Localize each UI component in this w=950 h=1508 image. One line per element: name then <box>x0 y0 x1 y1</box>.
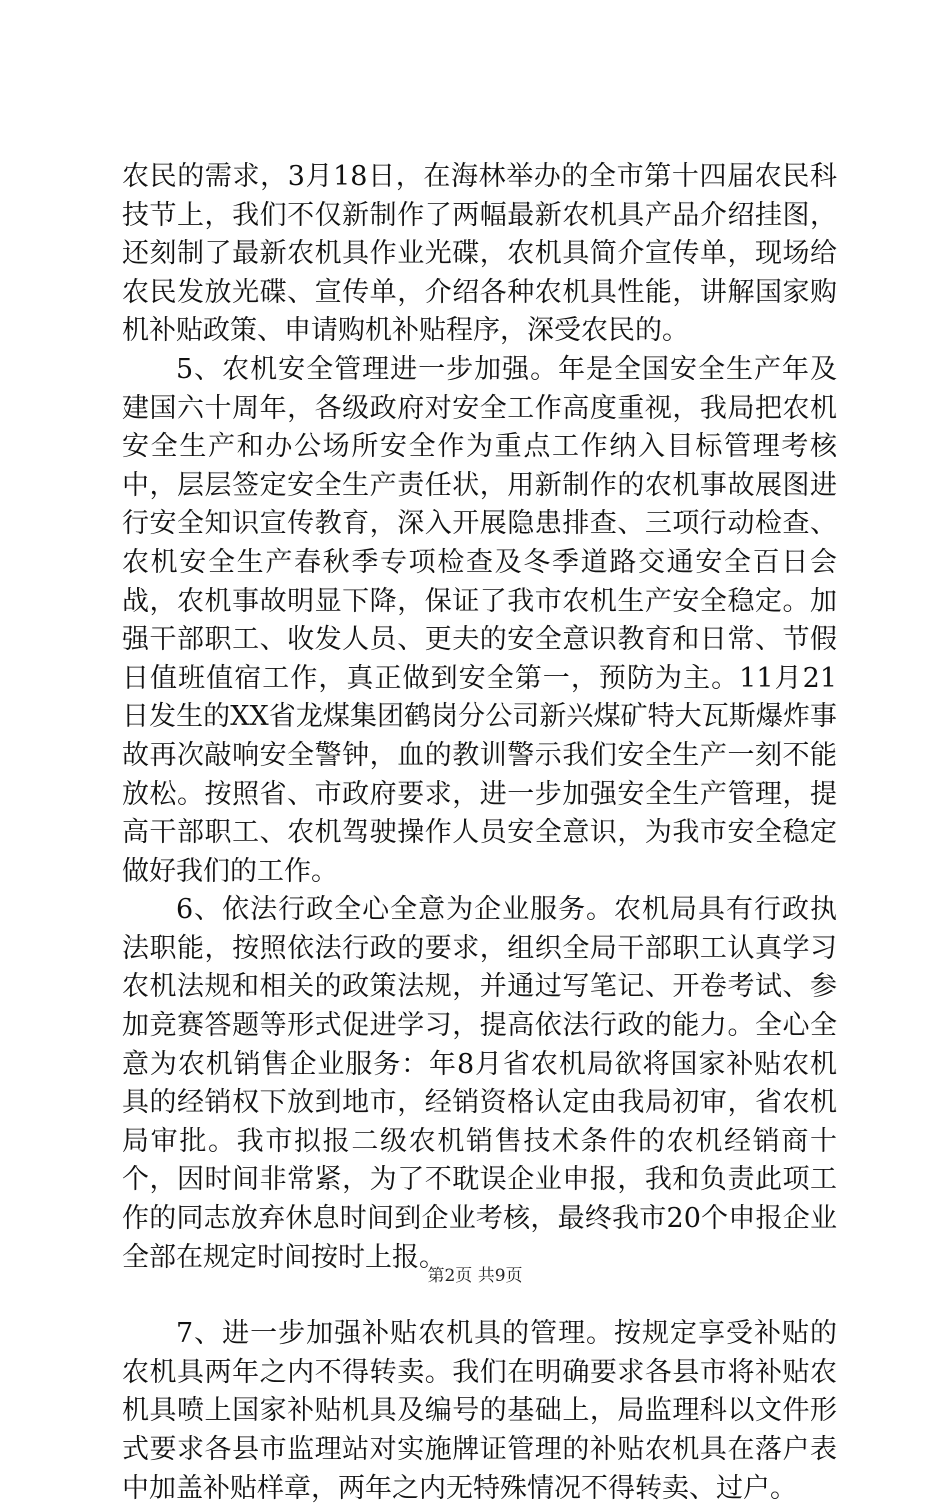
paragraph-2: 5、农机安全管理进一步加强。年是全国安全生产年及建国六十周年，各级政府对安全工作高度重视，我局把农机安全生产和办公场所安全作为重点工作纳入目标管理考核中，层层签定安全生产责任状，用新制作的农机事故展图进行安全知识宣传教育，深入开展隐患排查、三项行动检查、农机安全生产春秋季专项检查及冬季道路交通安全百日会战，农机事故明显下降，保证了我市农机生产安全稳定。加强干部职工、收发人员、更夫的安全意识教育和日常、节假日值班值宿工作，真正做到安全第一，预防为主。11月21日发生的XX省龙煤集团鹤岗分公司新兴煤矿特大瓦斯爆炸事故再次敲响安全警钟，血的教训警示我们安全生产一刻不能放松。按照省、市政府要求，进一步加强安全生产管理，提高干部职工、农机驾驶操作人员安全意识，为我市安全稳定做好我们的工作。 <box>122 353 837 887</box>
paragraph-4: 7、进一步加强补贴农机具的管理。按规定享受补贴的农机具两年之内不得转卖。我们在明确要求各县市将补贴农机具喷上国家补贴机具及编号的基础上，局监理科以文件形式要求各县市监理站对实施牌证管理的补贴农机具在落户表中加盖补贴样章，两年之内无特殊情况不得转卖、过户。 <box>122 1318 837 1504</box>
page-number-footer: 第2页 共9页 <box>427 1266 523 1286</box>
paragraph-3: 6、依法行政全心全意为企业服务。农机局具有行政执法职能，按照依法行政的要求，组织全局干部职工认真学习农机法规和相关的政策法规，并通过写笔记、开卷考试、参加竞赛答题等形式促进学习，提高依法行政的能力。全心全意为农机销售企业服务：年8月省农机局欲将国家补贴农机具的经销权下放到地市，经销资格认定由我局初审，省农机局审批。我市拟报二级农机销售技术条件的农机经销商十个，因时间非常紧，为了不耽误企业申报，我和负责此项工作的同志放弃休息时间到企业考核，最终我市20个申报企业全部在规定时间按时上报。 <box>122 894 837 1273</box>
paragraph-1: 农民的需求，3月18日，在海林举办的全市第十四届农民科技节上，我们不仅新制作了两幅最新农机具产品介绍挂图，还刻制了最新农机具作业光碟，农机具简介宣传单，现场给农民发放光碟、宣传单，介绍各种农机具性能，讲解国家购机补贴政策、申请购机补贴程序，深受农民的。 <box>122 161 837 347</box>
document-body <box>122 158 837 1508</box>
